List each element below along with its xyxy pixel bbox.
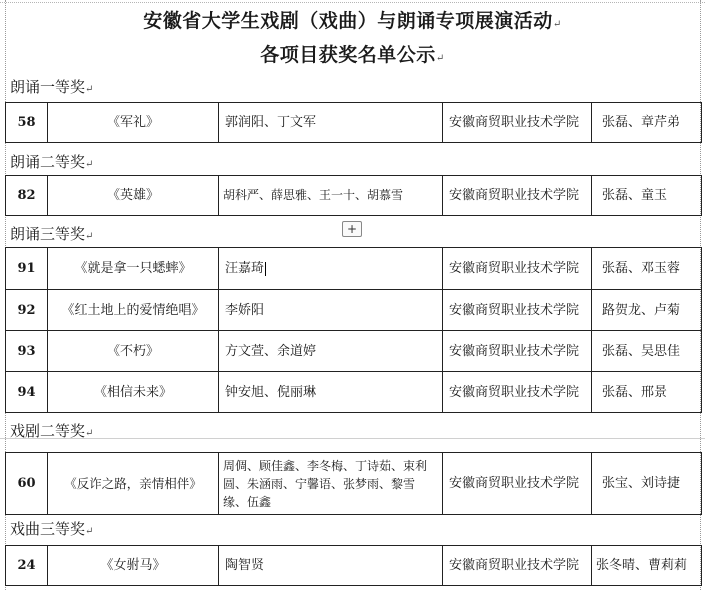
paragraph-mark: ↵ <box>85 159 94 170</box>
school: 安徽商贸职业技术学院 <box>443 176 592 216</box>
tutors: 张磊、邓玉蓉 <box>592 248 702 290</box>
table-row <box>6 453 702 515</box>
top-margin-guide <box>0 2 705 3</box>
tutors: 张冬晴、曹莉莉 <box>592 546 702 586</box>
section-heading-text: 朗诵三等奖 <box>10 225 86 243</box>
performers: 李娇阳 <box>219 290 443 331</box>
school: 安徽商贸职业技术学院 <box>443 248 592 290</box>
entry-number: 92 <box>6 290 48 331</box>
paragraph-mark: ↵ <box>85 428 94 439</box>
document-title-line2 <box>0 40 705 67</box>
performers-cell[interactable] <box>219 248 443 290</box>
document-title-line1 <box>0 6 705 33</box>
section-heading-recitation-first <box>10 76 93 97</box>
school: 安徽商贸职业技术学院 <box>443 290 592 331</box>
school: 安徽商贸职业技术学院 <box>443 453 592 515</box>
table-row <box>6 331 702 372</box>
work-title: 《反诈之路，亲情相伴》 <box>48 453 219 515</box>
entry-number: 58 <box>6 103 48 143</box>
table-row <box>6 248 702 290</box>
work-title: 《不朽》 <box>48 331 219 372</box>
entry-number: 91 <box>6 248 48 290</box>
performers: 方文萱、余道婷 <box>219 331 443 372</box>
title-text-1: 安徽省大学生戏剧（戏曲）与朗诵专项展演活动 <box>143 10 553 32</box>
section-heading-text: 戏曲三等奖 <box>10 520 86 538</box>
section-heading-text: 戏剧二等奖 <box>10 422 86 440</box>
award-table-recitation-first <box>5 102 702 143</box>
performers: 郭润阳、丁文军 <box>219 103 443 143</box>
section-divider <box>0 438 705 439</box>
tutors: 张磊、章芹弟 <box>592 103 702 143</box>
paragraph-mark: ↵ <box>85 526 94 537</box>
work-title: 《英雄》 <box>48 176 219 216</box>
section-heading-recitation-third <box>10 223 93 244</box>
paragraph-mark: ↵ <box>552 19 562 30</box>
entry-number: 60 <box>6 453 48 515</box>
entry-number: 82 <box>6 176 48 216</box>
text-cursor <box>265 262 266 276</box>
entry-number: 94 <box>6 372 48 413</box>
section-heading-drama-second <box>10 420 93 441</box>
school: 安徽商贸职业技术学院 <box>443 103 592 143</box>
table-row <box>6 546 702 586</box>
section-heading-text: 朗诵二等奖 <box>10 153 86 171</box>
performers: 钟安旭、倪丽琳 <box>219 372 443 413</box>
table-row <box>6 176 702 216</box>
title-text-2: 各项目获奖名单公示 <box>260 44 436 66</box>
work-title: 《女驸马》 <box>48 546 219 586</box>
tutors: 张磊、吴思佳 <box>592 331 702 372</box>
work-title: 《就是拿一只蟋蟀》 <box>48 248 219 290</box>
performers: 周倜、顾佳鑫、李冬梅、丁诗茹、束利圆、朱涵雨、宁馨语、张梦雨、黎雪缘、伍鑫 <box>219 453 443 515</box>
tutors: 张磊、邢景 <box>592 372 702 413</box>
award-table-recitation-second <box>5 175 702 216</box>
section-heading-opera-third <box>10 518 93 539</box>
award-table-recitation-third <box>5 247 702 413</box>
performers: 陶智贤 <box>219 546 443 586</box>
section-heading-text: 朗诵一等奖 <box>10 78 86 96</box>
school: 安徽商贸职业技术学院 <box>443 546 592 586</box>
tutors: 张宝、刘诗捷 <box>592 453 702 515</box>
award-table-opera-third <box>5 545 702 586</box>
entry-number: 24 <box>6 546 48 586</box>
work-title: 《红土地上的爱情绝唱》 <box>48 290 219 331</box>
paragraph-mark: ↵ <box>435 53 445 64</box>
performers: 汪嘉琦 <box>225 261 265 276</box>
table-row <box>6 290 702 331</box>
section-heading-recitation-second <box>10 151 93 172</box>
paragraph-mark: ↵ <box>85 84 94 95</box>
school: 安徽商贸职业技术学院 <box>443 372 592 413</box>
performers: 胡科严、薛思雅、王一十、胡慕雪 <box>219 176 443 216</box>
table-row <box>6 103 702 143</box>
tutors: 路贺龙、卢菊 <box>592 290 702 331</box>
work-title: 《相信未来》 <box>48 372 219 413</box>
tutors: 张磊、童玉 <box>592 176 702 216</box>
table-add-button[interactable]: + <box>342 221 362 237</box>
entry-number: 93 <box>6 331 48 372</box>
table-row <box>6 372 702 413</box>
award-table-drama-second <box>5 452 702 515</box>
paragraph-mark: ↵ <box>85 231 94 242</box>
school: 安徽商贸职业技术学院 <box>443 331 592 372</box>
work-title: 《军礼》 <box>48 103 219 143</box>
